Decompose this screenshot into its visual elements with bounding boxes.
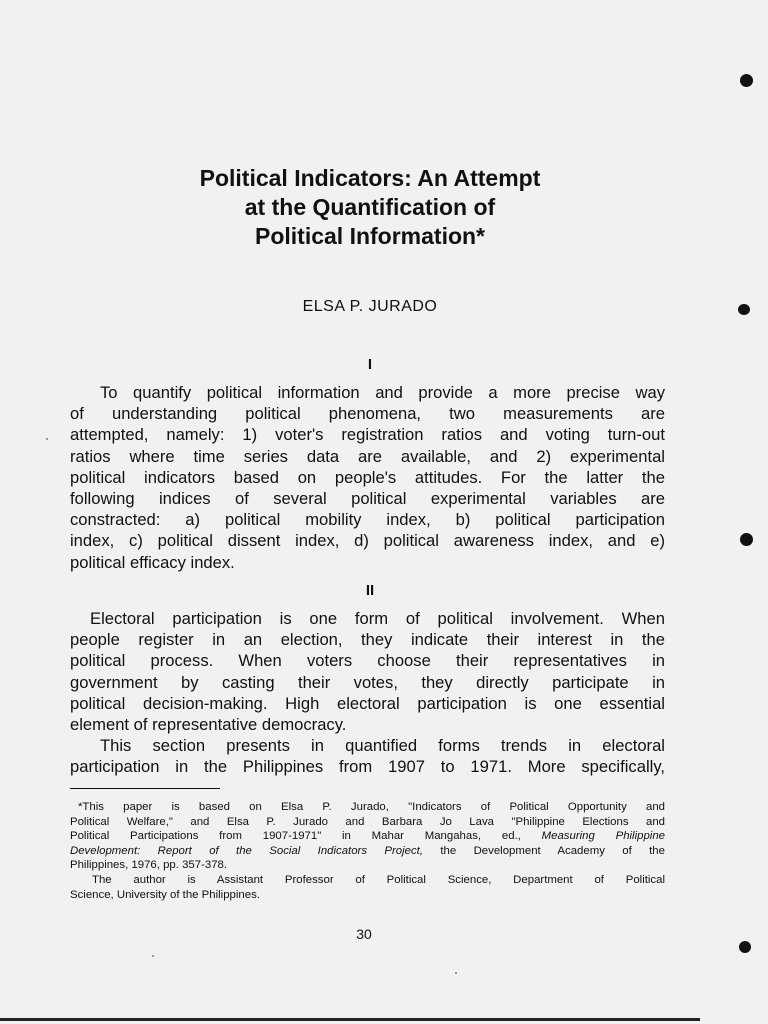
footnote-line: The author is Assistant Professor of Political Science, Department of Political [92, 873, 665, 886]
text-line: This section presents in quantified forms trends in electoral [100, 736, 665, 755]
page-bottom-edge [0, 1018, 700, 1021]
paragraph-two [70, 608, 665, 735]
text-line: constracted: a) political mobility index, b) political participation [70, 510, 665, 530]
footnote-line [70, 844, 665, 859]
section-number-two: II [365, 582, 375, 599]
footnote-line: Science, University of the Philippines. [70, 888, 260, 901]
text-line: To quantify political information and provide a more precise way [100, 383, 665, 402]
title-line: at the Quantification of [244, 194, 496, 220]
binder-hole-mark [739, 941, 751, 953]
page-number: 30 [356, 926, 372, 942]
text-line: political indicators based on people's attitudes. For the latter the [70, 467, 665, 487]
text-line: political efficacy index. [70, 552, 235, 572]
text-line: Electoral participation is one form of political involvement. When [90, 609, 665, 628]
footnote-separator [70, 788, 220, 789]
title-line: Political Information* [254, 223, 486, 249]
text-line: people register in an election, they indicate their interest in the [70, 630, 665, 650]
section-number-one: I [367, 356, 373, 373]
footnote-text: the Development Academy of the [423, 844, 665, 857]
footnote-line [70, 829, 665, 844]
footnote-line: Philippines, 1976, pp. 357-378. [70, 859, 228, 872]
text-line: of understanding political phenomena, two measurements are [70, 404, 665, 424]
text-line: index, c) political dissent index, d) political awareness index, and e) [70, 531, 665, 551]
footnote-line: Political Welfare," and Elsa P. Jurado and Barbara Jo Lava "Philippine Elections and [70, 815, 665, 828]
paragraph-three [70, 735, 665, 777]
scan-speck [455, 972, 457, 974]
scan-speck [152, 955, 154, 957]
text-line: following indices of several political experimental variables are [70, 489, 665, 509]
title-line: Political Indicators: An Attempt [199, 165, 541, 191]
binder-hole-mark [738, 304, 750, 315]
text-line: element of representative democracy. [70, 715, 347, 735]
text-line: ratios where time series data are available, and 2) experimental [70, 446, 665, 466]
footnote-italic-title: Measuring Philippine [541, 830, 665, 843]
text-line: government by casting their votes, they directly participate in [70, 672, 665, 692]
footnotes [70, 800, 665, 902]
text-line: participation in the Philippines from 1907 to 1971. More specifically, [70, 757, 665, 777]
footnote-line: *This paper is based on Elsa P. Jurado, "Indicators of Political Opportunity and [78, 801, 665, 813]
author-name: ELSA P. JURADO [302, 298, 438, 315]
paragraph-one [70, 382, 665, 573]
paper-title [100, 164, 640, 251]
text-line: political decision-making. High electoral participation is one essential [70, 693, 665, 713]
text-line: political process. When voters choose their representatives in [70, 651, 665, 671]
footnote-text: Political Participations from 1907-1971" in Mahar Mangahas, ed., [70, 830, 542, 843]
text-line: attempted, namely: 1) voter's registration ratios and voting turn-out [70, 425, 665, 445]
scan-speck [46, 438, 48, 440]
binder-hole-mark [740, 533, 753, 546]
footnote-italic-title: Development: Report of the Social Indicators Project, [70, 844, 424, 857]
binder-hole-mark [740, 74, 753, 87]
